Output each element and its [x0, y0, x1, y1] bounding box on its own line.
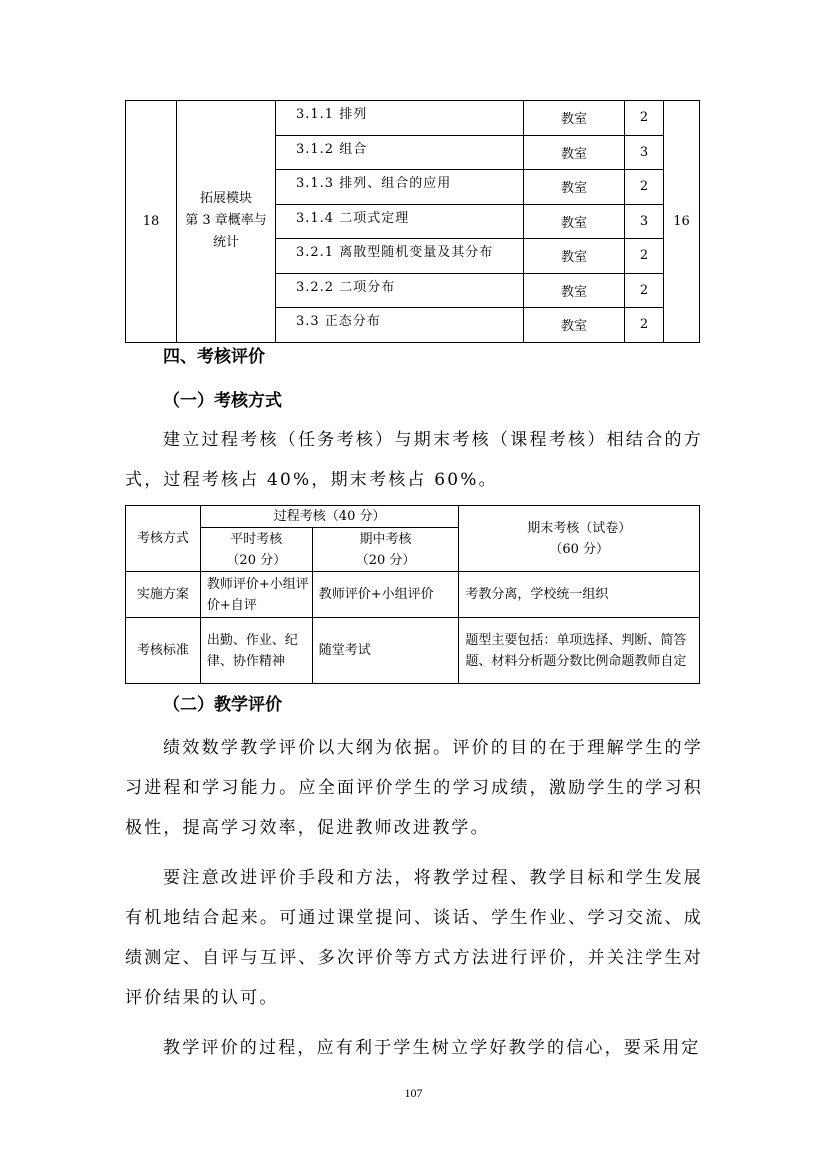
place-cell: 教室 — [524, 135, 625, 170]
topic-cell: 3.1.1 排列 — [276, 101, 524, 136]
hours-cell: 3 — [625, 135, 664, 170]
hours-cell: 2 — [625, 101, 664, 136]
place-cell: 教室 — [524, 170, 625, 205]
paragraph-text: 绩效数学教学评价以大纲为依据。评价的目的在于理解学生的学习进程和学习能力。应全面评价学生的学习成绩，激励学生的学习积极性，提高学习效率，促进教师改进教学。 — [125, 738, 703, 838]
header-final-line: （60 分） — [549, 541, 610, 557]
plan-regular: 教师评价+小组评价+自评 — [200, 572, 312, 618]
header-midterm-line: （20 分） — [355, 552, 416, 568]
header-midterm-line: 期中考核 — [359, 531, 412, 547]
paragraph-text: 建立过程考核（任务考核）与期末考核（课程考核）相结合的方式，过程考核占 40%，期末考核占 60%。 — [125, 430, 703, 490]
place-cell: 教室 — [524, 308, 625, 343]
method-paragraph — [125, 420, 703, 500]
module-line: 统计 — [212, 235, 239, 251]
header-final — [459, 506, 700, 572]
header-midterm — [312, 528, 459, 572]
standard-midterm: 随堂考试 — [312, 618, 459, 684]
assessment-table — [125, 505, 700, 684]
standard-regular: 出勤、作业、纪律、协作精神 — [200, 618, 312, 684]
header-regular-line: 平时考核 — [230, 531, 283, 547]
section-title: 四、考核评价 — [163, 347, 265, 367]
paragraph-text: 要注意改进评价手段和方法，将教学过程、教学目标和学生发展有机地结合起来。可通过课堂提问、谈话、学生作业、学习交流、成绩测定、自评与互评、多次评价等方式方法进行评价，并关注学生对评价结果的认可。 — [125, 868, 703, 1008]
place-cell: 教室 — [524, 273, 625, 308]
evaluation-paragraphs — [125, 728, 703, 1068]
hours-cell: 2 — [625, 239, 664, 274]
plan-final: 考教分离，学校统一组织 — [459, 572, 700, 618]
paragraph-text: 教学评价的过程，应有利于学生树立学好教学的信心，要采用定 — [163, 1038, 701, 1058]
header-regular-line: （20 分） — [226, 552, 287, 568]
page-number: 107 — [404, 1086, 423, 1100]
topic-cell: 3.2.2 二项分布 — [276, 273, 524, 308]
topic-cell: 3.2.1 离散型随机变量及其分布 — [276, 239, 524, 274]
place-cell: 教室 — [524, 239, 625, 274]
hours-cell: 3 — [625, 204, 664, 239]
subsection-title-method: （一）考核方式 — [163, 391, 282, 411]
plan-midterm: 教师评价+小组评价 — [312, 572, 459, 618]
standard-final: 题型主要包括：单项选择、判断、简答题、材料分析题分数比例命题教师自定 — [459, 618, 700, 684]
header-regular — [200, 528, 312, 572]
topic-cell: 3.1.3 排列、组合的应用 — [276, 170, 524, 205]
topic-cell: 3.1.4 二项式定理 — [276, 204, 524, 239]
place-cell: 教室 — [524, 204, 625, 239]
topic-cell: 3.3 正态分布 — [276, 308, 524, 343]
schedule-table — [125, 100, 700, 343]
row-label-standard: 考核标准 — [126, 618, 201, 684]
header-method: 考核方式 — [126, 506, 201, 572]
module-line: 拓展模块 — [199, 191, 252, 207]
header-final-line: 期末考核（试卷） — [527, 520, 632, 536]
schedule-row-number: 18 — [126, 101, 177, 343]
total-hours-cell: 16 — [664, 101, 700, 343]
hours-cell: 2 — [625, 170, 664, 205]
place-cell: 教室 — [524, 101, 625, 136]
hours-cell: 2 — [625, 273, 664, 308]
module-cell — [177, 101, 276, 343]
topic-cell: 3.1.2 组合 — [276, 135, 524, 170]
hours-cell: 2 — [625, 308, 664, 343]
module-line: 第 3 章概率与 — [185, 213, 267, 229]
header-process: 过程考核（40 分） — [200, 506, 459, 528]
subsection-title-evaluation: （二）教学评价 — [163, 695, 282, 715]
row-label-plan: 实施方案 — [126, 572, 201, 618]
